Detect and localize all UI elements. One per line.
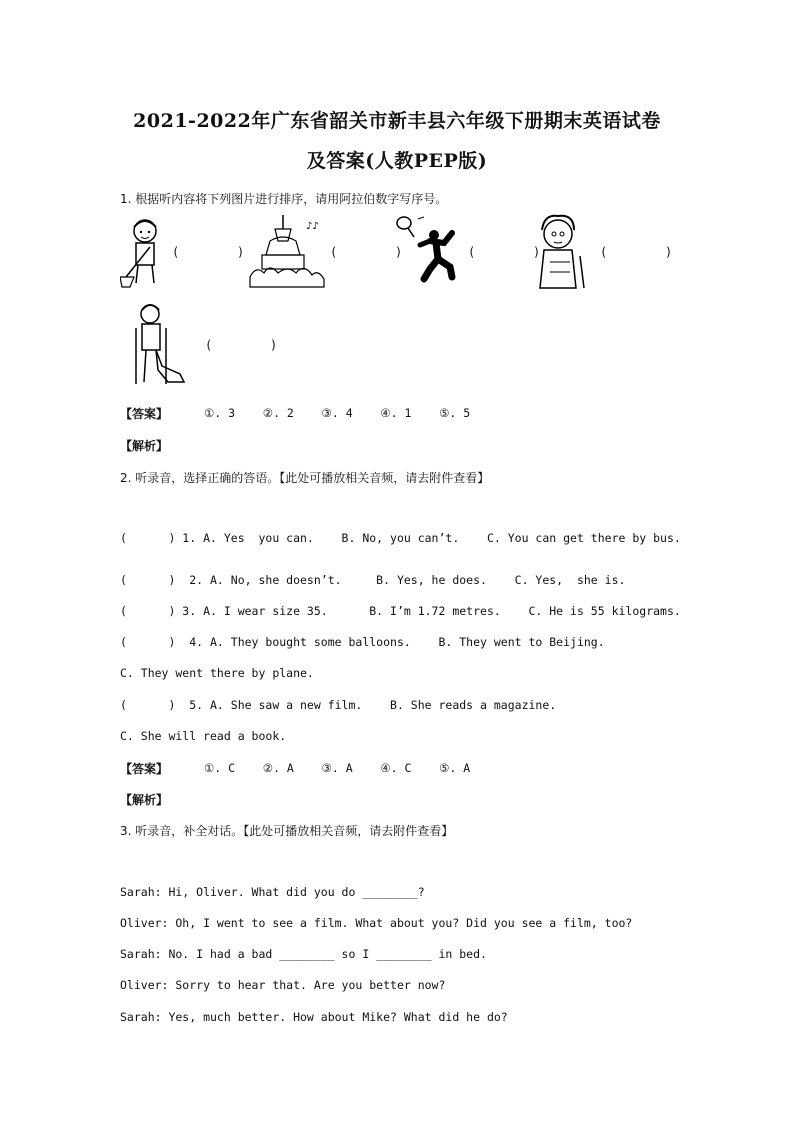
q2-item: ( ) 5. A. She saw a new film. B. She reads a magazine.: [120, 698, 557, 712]
grandma-icon: [530, 212, 590, 290]
q3-dialogue-line: Sarah: No. I had a bad ________ so I ________ in bed.: [120, 947, 487, 961]
q3-dialogue-line: Sarah: Hi, Oliver. What did you do ________?: [120, 885, 425, 899]
q2-item: C. She will read a book.: [120, 729, 287, 743]
q3-prompt: 3. 听录音，补全对话。【此处可播放相关音频，请去附件查看】: [120, 824, 454, 838]
q2-item: ( ) 1. A. Yes you can. B. No, you can’t. C. You can get there by bus.: [120, 531, 681, 545]
q3-dialogue-line: Oliver: Sorry to hear that. Are you better now?: [120, 978, 446, 992]
svg-text:♪♪: ♪♪: [306, 221, 319, 232]
q1-blank-1[interactable]: ( ): [172, 245, 245, 259]
badminton-player-icon: [392, 215, 462, 285]
q1-blank-5[interactable]: ( ): [205, 338, 278, 352]
q2-answer: ①. C ②. A ③. A ④. C ⑤. A: [204, 761, 471, 775]
page-title-line1: 2021-2022年广东省韶关市新丰县六年级下册期末英语试卷: [133, 110, 661, 132]
q2-prompt: 2. 听录音，选择正确的答语。【此处可播放相关音频，请去附件查看】: [120, 471, 490, 485]
boy-sweeping-icon: [120, 215, 170, 290]
pagoda-icon: [248, 215, 328, 290]
q2-item: C. They went there by plane.: [120, 666, 314, 680]
q1-blank-4[interactable]: ( ): [600, 245, 673, 259]
q2-item: ( ) 3. A. I wear size 35. B. I’m 1.72 metres. C. He is 55 kilograms.: [120, 604, 681, 618]
page-title-line2: 及答案(人教PEP版): [306, 150, 488, 172]
q2-item: ( ) 2. A. No, she doesn’t. B. Yes, he does. C. Yes, she is.: [120, 573, 626, 587]
q2-item: ( ) 4. A. They bought some balloons. B. They went to Beijing.: [120, 635, 605, 649]
q1-answer: ①. 3 ②. 2 ③. 4 ④. 1 ⑤. 5: [204, 406, 471, 420]
q3-dialogue-line: Oliver: Oh, I went to see a film. What about you? Did you see a film, too?: [120, 916, 633, 930]
q1-prompt: 1. 根据听内容将下列图片进行排序，请用阿拉伯数字写序号。: [120, 192, 448, 206]
q2-answer-label: 【答案】: [120, 762, 169, 776]
q1-answer-label: 【答案】: [120, 407, 169, 421]
q1-blank-2[interactable]: ( ): [330, 245, 403, 259]
q3-dialogue-line: Sarah: Yes, much better. How about Mike? What did he do?: [120, 1010, 508, 1024]
injured-man-crutches-icon: [128, 302, 188, 387]
q1-analysis-label: 【解析】: [120, 439, 169, 453]
q1-blank-3[interactable]: ( ): [468, 245, 541, 259]
q2-analysis-label: 【解析】: [120, 793, 169, 807]
